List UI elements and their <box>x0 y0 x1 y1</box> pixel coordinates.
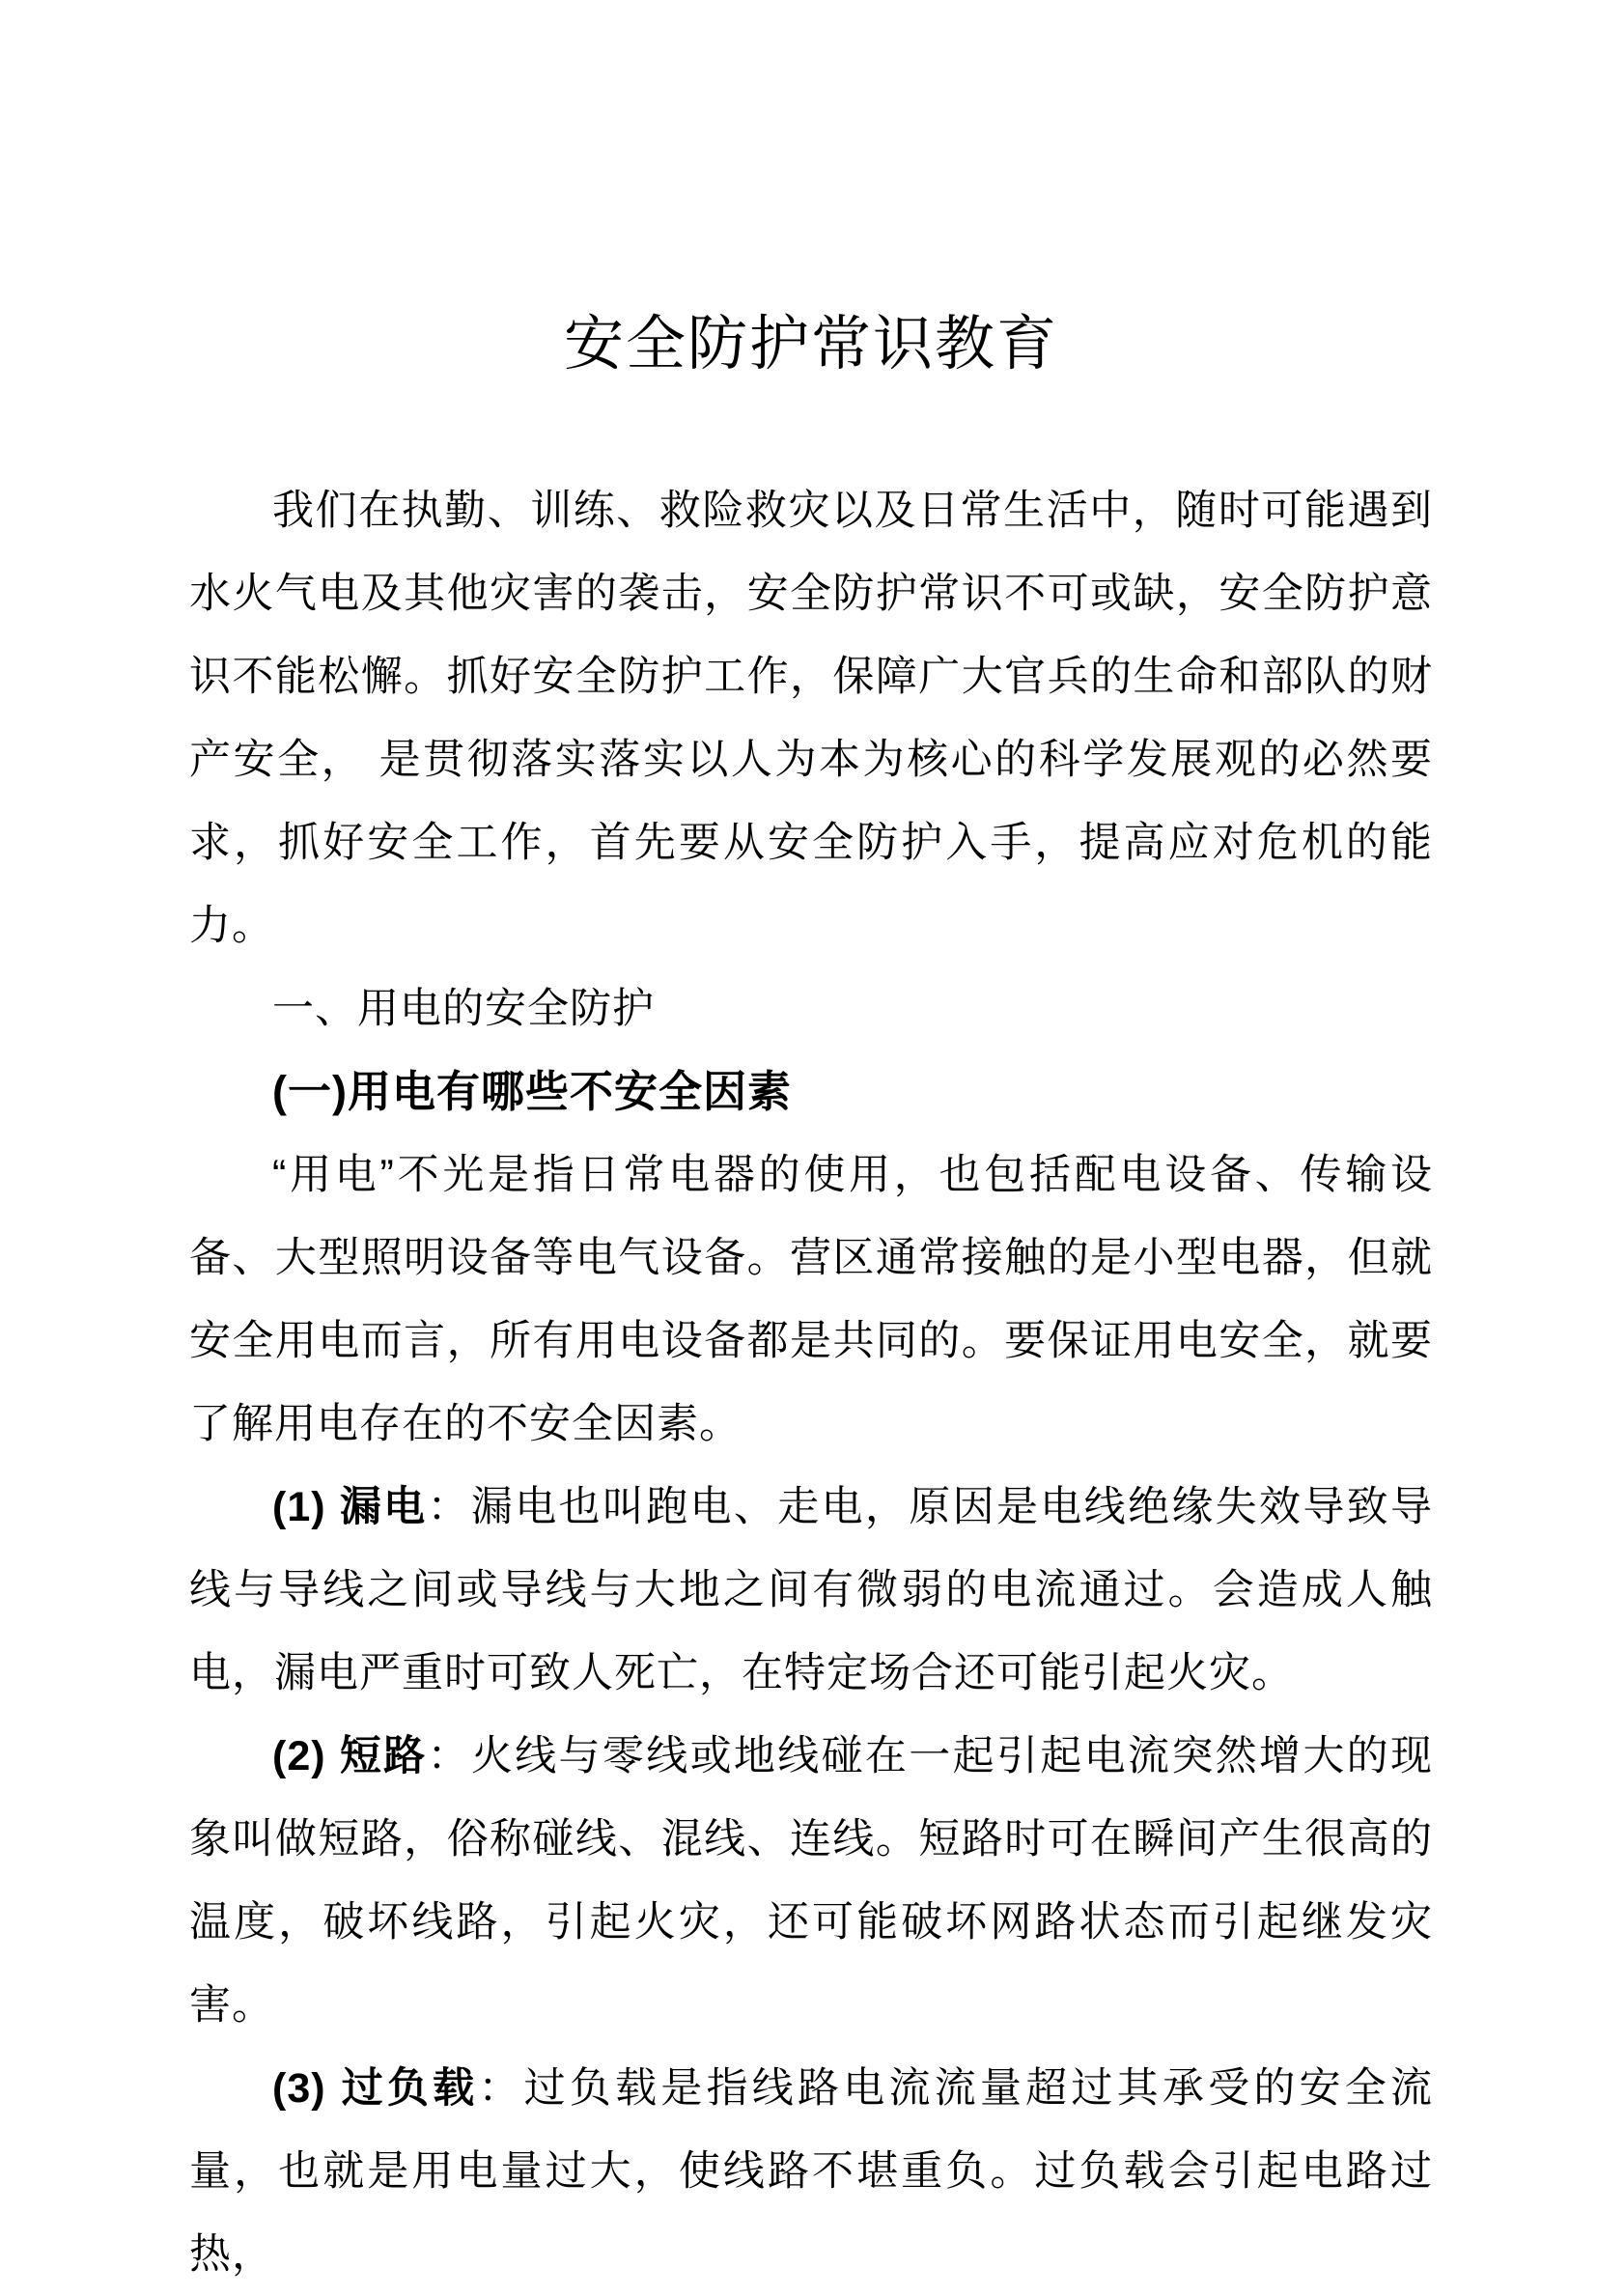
item-text-short-circuit: 火线与零线或地线碰在一起引起电流突然增大的现象叫做短路，俗称碰线、混线、连线。短路时可在瞬间产生很高的温度，破坏线路，引起火灾，还可能破坏网路状态而引起继发灾害。 <box>189 1733 1434 2029</box>
item-paragraph-leakage <box>189 1466 1433 1715</box>
intro-paragraph: 我们在执勤、训练、救险救灾以及日常生活中，随时可能遇到水火气电及其他灾害的袭击，安全防护常识不可或缺，安全防护意识不能松懈。抓好安全防护工作，保障广大官兵的生命和部队的财产安全， 是贯彻落实落实以人为本为核心的科学发展观的必然要求，抓好安全工作，首先要从安全防护入手，提高应对危机的能力。 <box>189 488 1433 949</box>
item-paragraph-overload <box>189 2047 1433 2296</box>
item-text-overload: 过负载是指线路电流流量超过其承受的安全流量，也就是用电量过大，使线路不堪重负。过负载会引起电路过热， <box>189 2065 1434 2278</box>
item-paragraph-short-circuit <box>189 1715 1433 2047</box>
item-lead-leakage: (1) 漏电 <box>272 1484 428 1530</box>
section-intro-paragraph: “用电”不光是指日常电器的使用，也包括配电设备、传输设备、大型照明设备等电气设备。营区通常接触的是小型电器，但就安全用电而言，所有用电设备都是共同的。要保证用电安全，就要了解用电存在的不安全因素。 <box>189 1152 1433 1447</box>
section-heading: 一、用电的安全防护 <box>272 986 655 1032</box>
document-title: 安全防护常识教育 <box>563 311 1058 378</box>
item-lead-short-circuit: (2) 短路 <box>272 1733 428 1779</box>
title-spacer <box>189 386 1433 469</box>
item-lead-overload: (3) 过负载 <box>272 2065 479 2112</box>
item-colon-overload: ： <box>478 2065 524 2112</box>
item-text-leakage: 漏电也叫跑电、走电，原因是电线绝缘失效导致导线与导线之间或导线与大地之间有微弱的电流通过。会造成人触电，漏电严重时可致人死亡，在特定场合还可能引起火灾。 <box>189 1484 1434 1696</box>
item-colon-leakage: ： <box>427 1484 471 1530</box>
item-colon-short-circuit: ： <box>427 1733 471 1779</box>
document-body <box>189 303 1433 2296</box>
subsection-heading: (一)用电有哪些不安全因素 <box>272 1067 792 1116</box>
